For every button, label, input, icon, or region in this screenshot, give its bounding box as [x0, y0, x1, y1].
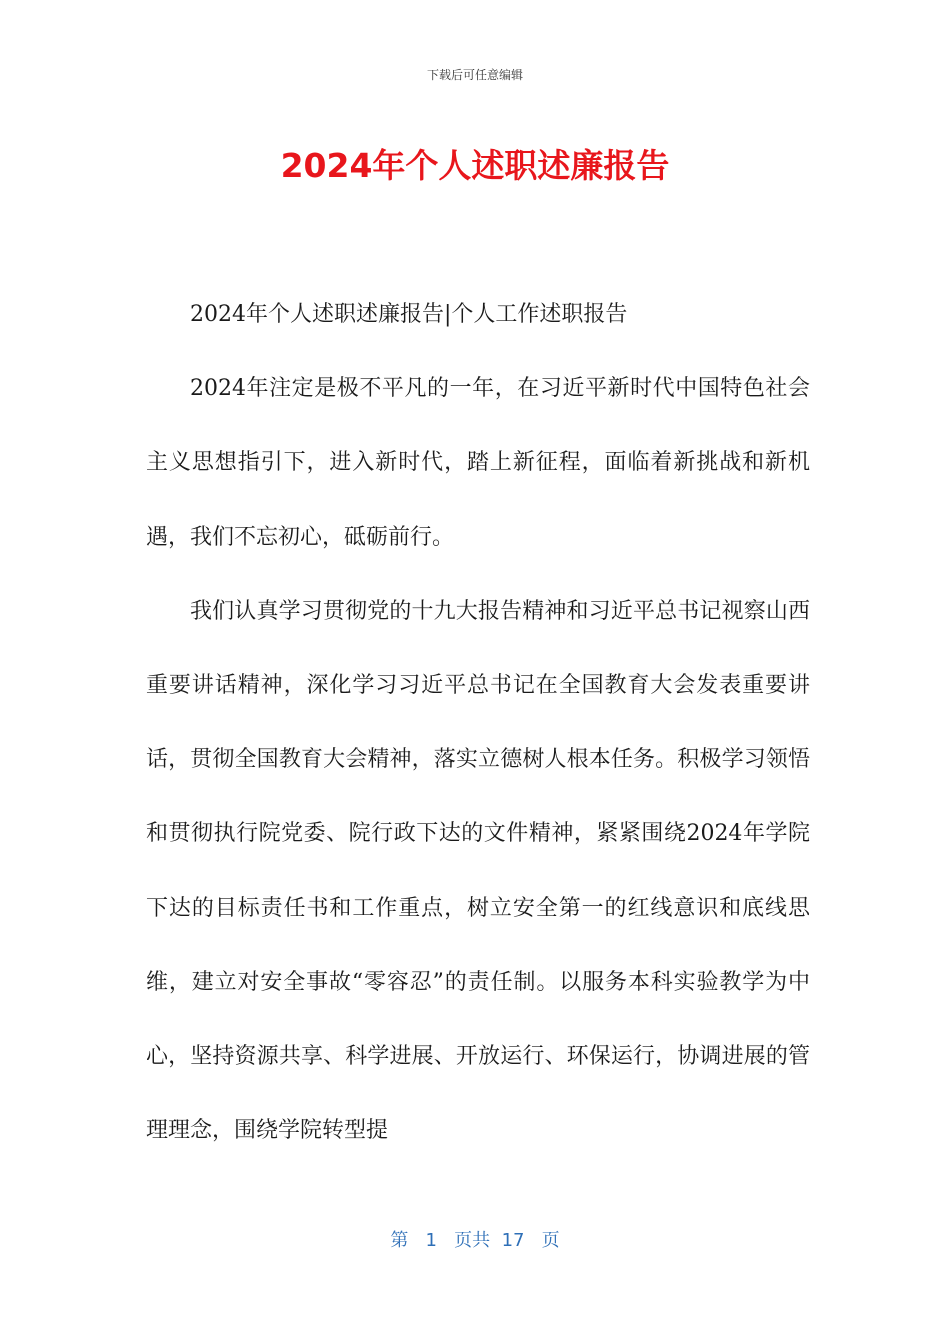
document-title: 2024年个人述职述廉报告: [280, 146, 670, 185]
footer-page-suffix: 页: [541, 1230, 560, 1251]
paragraph-intro: 2024年注定是极不平凡的一年，在习近平新时代中国特色社会主义思想指引下，进入新时代，踏上新征程，面临着新挑战和新机遇，我们不忘初心，砥砺前行。: [146, 376, 810, 550]
page-footer: [0, 1226, 950, 1252]
document-body: [146, 278, 810, 1168]
paragraph-study: 我们认真学习贯彻党的十九大报告精神和习近平总书记视察山西重要讲话精神，深化学习习近平总书记在全国教育大会发表重要讲话，贯彻全国教育大会精神，落实立德树人根本任务。积极学习领悟和贯彻执行院党委、院行政下达的文件精神，紧紧围绕2024年学院下达的目标责任书和工作重点，树立安全第一的红线意识和底线思维，建立对安全事故“零容忍”的责任制。以服务本科实验教学为中心，坚持资源共享、科学进展、开放运行、环保运行，协调进展的管理理念，围绕学院转型提: [146, 598, 810, 1144]
paragraph-subtitle: 2024年个人述职述廉报告|个人工作述职报告: [190, 302, 628, 327]
footer-page-middle: 页共: [454, 1230, 491, 1251]
footer-page-prefix: 第: [390, 1230, 409, 1251]
header-note: 下载后可任意编辑: [426, 68, 523, 82]
footer-current-page: 1: [425, 1230, 437, 1251]
footer-total-pages: 17: [501, 1230, 525, 1251]
